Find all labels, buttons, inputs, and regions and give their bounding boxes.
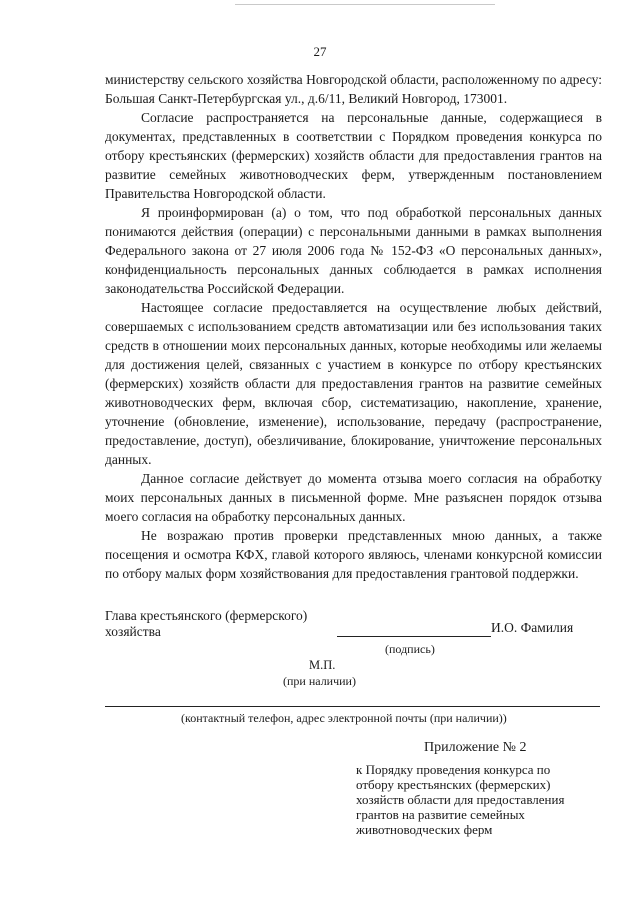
seal-label: М.П. (309, 658, 336, 672)
consent-body (105, 70, 602, 583)
signature-line (337, 636, 491, 637)
appendix-line-5: животноводческих ферм (356, 822, 493, 837)
appendix-line-3: хозяйств области для предоставления (356, 792, 565, 807)
appendix-subtitle (356, 762, 606, 837)
paragraph-actions: Настоящее согласие предоставляется на осуществление любых действий, совершаемых с использованием средств автоматизации или без использования таких средств в отношении моих персональных данных, которые необходимы или желаемы для достижения целей, связанных с участием в конкурсе по отбору крестьянских (фермерских) хозяйств области для предоставления грантов на развитие семейных животноводческих ферм, включая сбор, систематизацию, накопление, хранение, уточнение (обновление, изменение), использование, передачу (распространение, предоставление, доступ), обезличивание, блокирование, уничтожение персональных данных. (105, 300, 602, 467)
top-border-line (235, 4, 495, 5)
signature-block (105, 608, 602, 748)
paragraph-informed: Я проинформирован (а) о том, что под обработкой персональных данных понимаются действия (операции) с персональными данными в рамках выполнения Федерального закона от 27 июля 2006 года № 152-ФЗ «О персональных данных», конфиденциальность персональных данных соблюдается в рамках исполнения законодательства Российской Федерации. (105, 205, 602, 296)
signature-caption: (подпись) (385, 642, 435, 656)
signer-role-line1: Глава крестьянского (фермерского) (105, 608, 308, 623)
appendix-title: Приложение № 2 (424, 740, 527, 755)
signer-role-line2: хозяйства (105, 624, 161, 639)
seal-note: (при наличии) (283, 674, 356, 688)
appendix-line-2: отбору крестьянских (фермерских) (356, 777, 551, 792)
signer-role (105, 608, 307, 640)
paragraph-scope: Согласие распространяется на персональные данные, содержащиеся в документах, представленных в соответствии с Порядком проведения конкурса по отбору крестьянских (фермерских) хозяйств области для предоставления грантов на развитие семейных животноводческих ферм, утвержденным постановлением Правительства Новгородской области. (105, 110, 602, 201)
paragraph-verification: Не возражаю против проверки представленных мною данных, а также посещения и осмотра КФХ, главой которого являюсь, членами конкурсной комиссии по отбору малых форм хозяйствования для предоставления грантовой поддержки. (105, 528, 602, 581)
signer-name: И.О. Фамилия (491, 620, 574, 635)
page-number: 27 (313, 44, 327, 59)
appendix-line-4: грантов на развитие семейных (356, 807, 525, 822)
paragraph-address: министерству сельского хозяйства Новгородской области, расположенному по адресу: Большая Санкт-Петербургская ул., д.6/11, Великий Новгород, 173001. (105, 72, 602, 106)
contact-caption: (контактный телефон, адрес электронной почты (при наличии)) (181, 711, 507, 725)
contact-line (105, 706, 600, 707)
appendix-line-1: к Порядку проведения конкурса по (356, 762, 551, 777)
paragraph-validity: Данное согласие действует до момента отзыва моего согласия на обработку моих персональных данных в письменной форме. Мне разъяснен порядок отзыва моего согласия на обработку персональных данных. (105, 471, 602, 524)
